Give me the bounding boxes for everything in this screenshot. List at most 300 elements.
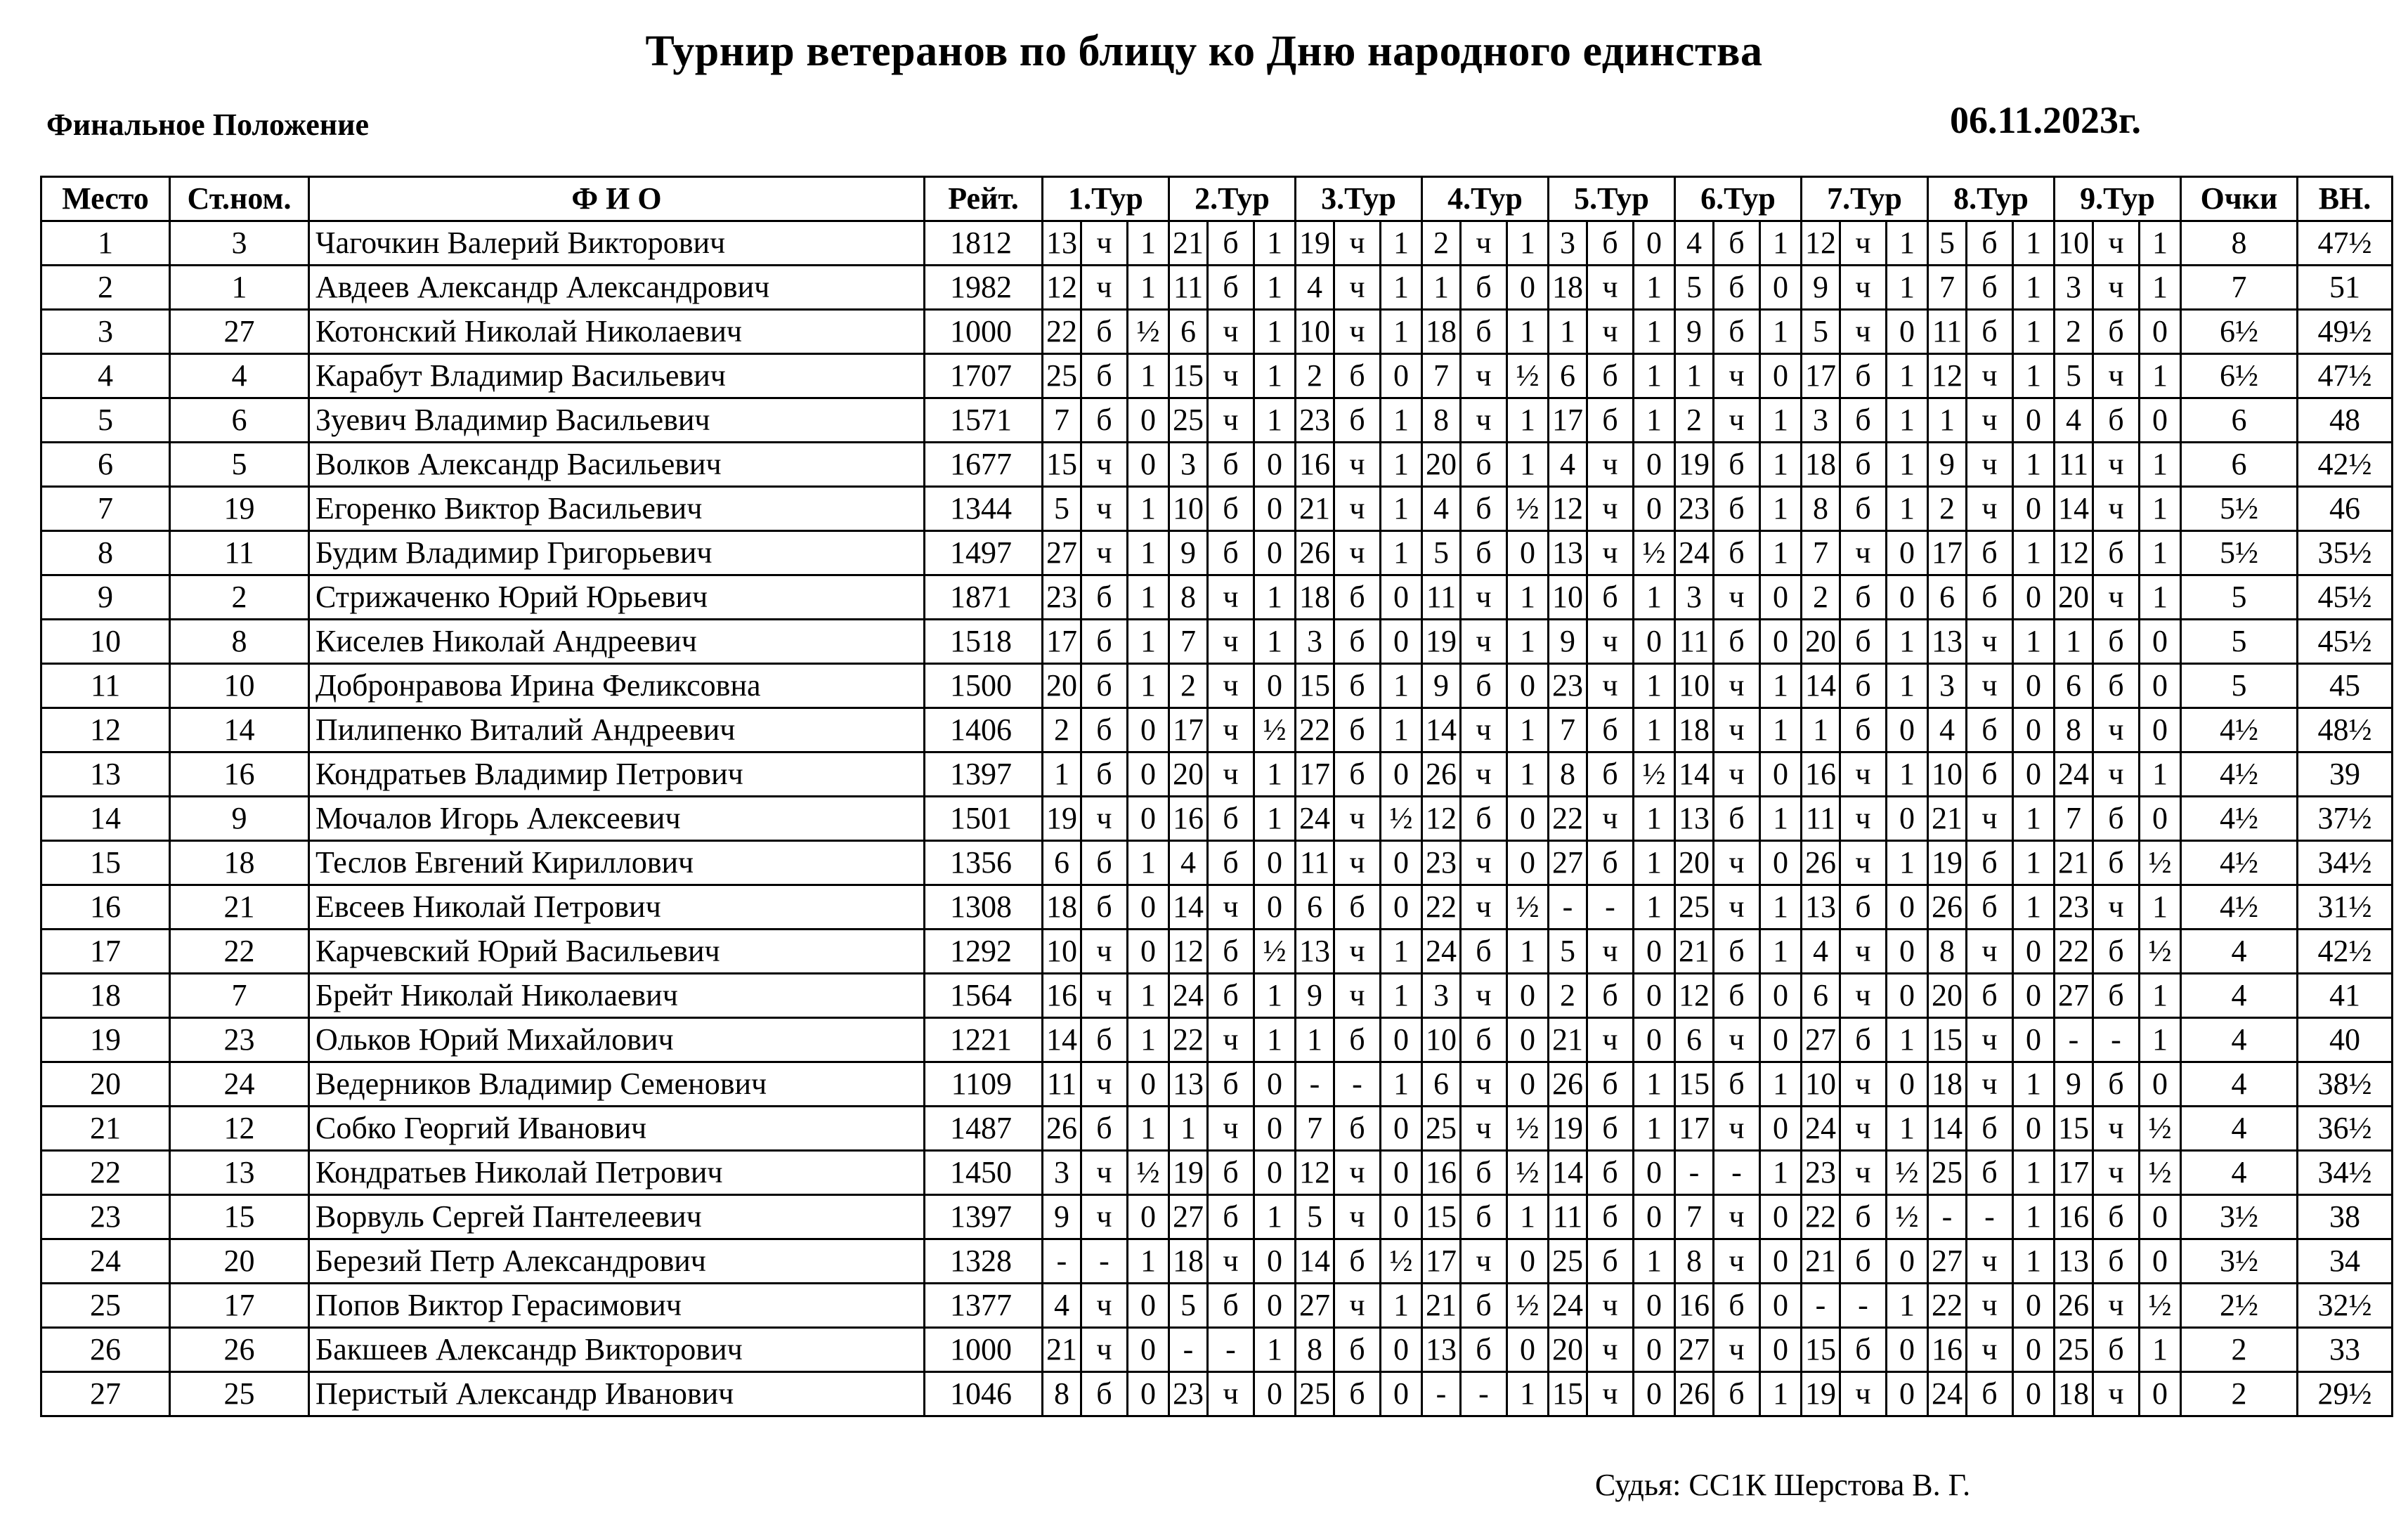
round-7-color-cell: ч — [1840, 974, 1887, 1018]
start-number-cell: 6 — [170, 398, 309, 443]
round-4-result-cell: ½ — [1507, 885, 1549, 930]
round-5-opponent-cell: 21 — [1549, 1018, 1587, 1062]
round-6-opponent-cell: 7 — [1675, 1195, 1714, 1239]
round-2-result-cell: 0 — [1254, 1062, 1296, 1107]
round-3-result-cell: 0 — [1381, 1328, 1422, 1372]
round-9-color-cell: ч — [2093, 575, 2140, 620]
start-number-cell: 21 — [170, 885, 309, 930]
round-2-color-cell: ч — [1208, 885, 1254, 930]
round-3-color-cell: - — [1334, 1062, 1381, 1107]
round-5-opponent-cell: 27 — [1549, 841, 1587, 885]
round-9-color-cell: ч — [2093, 1107, 2140, 1151]
round-7-result-cell: 1 — [1887, 266, 1928, 310]
round-5-color-cell: б — [1587, 1151, 1634, 1195]
table-row — [41, 266, 2393, 310]
round-2-opponent-cell: 18 — [1169, 1239, 1208, 1284]
start-number-cell: 14 — [170, 708, 309, 752]
round-6-opponent-cell: 14 — [1675, 752, 1714, 797]
start-number-cell: 25 — [170, 1372, 309, 1416]
round-3-opponent-cell: 2 — [1296, 354, 1334, 398]
table-row — [41, 1328, 2393, 1372]
tiebreak-cell: 45 — [2298, 664, 2393, 708]
start-number-cell: 22 — [170, 930, 309, 974]
round-6-result-cell: 0 — [1760, 620, 1802, 664]
header-start-number: Ст.ном. — [170, 177, 309, 221]
round-9-color-cell: б — [2093, 930, 2140, 974]
round-5-result-cell: 1 — [1634, 885, 1675, 930]
round-3-result-cell: 1 — [1381, 310, 1422, 354]
round-2-opponent-cell: 4 — [1169, 841, 1208, 885]
table-row — [41, 1239, 2393, 1284]
player-name-cell: Собко Георгий Иванович — [309, 1107, 925, 1151]
round-8-result-cell: 0 — [2013, 1284, 2055, 1328]
round-7-color-cell: ч — [1840, 841, 1887, 885]
round-9-opponent-cell: 11 — [2055, 443, 2093, 487]
round-4-color-cell: ч — [1461, 620, 1507, 664]
round-1-result-cell: 0 — [1128, 1372, 1169, 1416]
round-2-opponent-cell: 20 — [1169, 752, 1208, 797]
round-3-color-cell: ч — [1334, 310, 1381, 354]
round-8-result-cell: 1 — [2013, 310, 2055, 354]
round-2-result-cell: 1 — [1254, 752, 1296, 797]
round-7-opponent-cell: 21 — [1802, 1239, 1840, 1284]
round-4-result-cell: 0 — [1507, 266, 1549, 310]
round-8-result-cell: 1 — [2013, 1195, 2055, 1239]
rating-cell: 1677 — [925, 443, 1043, 487]
rating-cell: 1377 — [925, 1284, 1043, 1328]
round-2-color-cell: б — [1208, 1195, 1254, 1239]
round-6-result-cell: 1 — [1760, 885, 1802, 930]
start-number-cell: 20 — [170, 1239, 309, 1284]
round-7-color-cell: б — [1840, 1239, 1887, 1284]
round-9-color-cell: ч — [2093, 354, 2140, 398]
round-3-opponent-cell: 14 — [1296, 1239, 1334, 1284]
table-row — [41, 1018, 2393, 1062]
standings-table — [40, 176, 2393, 1417]
place-cell: 12 — [41, 708, 170, 752]
round-6-color-cell: б — [1714, 487, 1760, 531]
header-round-1: 1.Тур — [1043, 177, 1169, 221]
round-5-color-cell: ч — [1587, 620, 1634, 664]
round-5-color-cell: б — [1587, 398, 1634, 443]
round-2-opponent-cell: 25 — [1169, 398, 1208, 443]
round-2-color-cell: б — [1208, 487, 1254, 531]
tiebreak-cell: 42½ — [2298, 930, 2393, 974]
round-4-color-cell: б — [1461, 1195, 1507, 1239]
round-9-result-cell: 0 — [2140, 708, 2181, 752]
round-8-color-cell: б — [1967, 221, 2013, 266]
round-6-color-cell: ч — [1714, 1018, 1760, 1062]
round-4-color-cell: б — [1461, 1328, 1507, 1372]
round-8-result-cell: 1 — [2013, 885, 2055, 930]
round-6-result-cell: 0 — [1760, 1328, 1802, 1372]
round-8-opponent-cell: 12 — [1928, 354, 1967, 398]
round-8-result-cell: 0 — [2013, 664, 2055, 708]
round-7-color-cell: б — [1840, 575, 1887, 620]
round-1-result-cell: 0 — [1128, 797, 1169, 841]
round-8-opponent-cell: 21 — [1928, 797, 1967, 841]
round-1-color-cell: ч — [1081, 1062, 1128, 1107]
round-1-result-cell: 0 — [1128, 1328, 1169, 1372]
round-6-result-cell: 1 — [1760, 930, 1802, 974]
player-name-cell: Кондратьев Владимир Петрович — [309, 752, 925, 797]
round-5-opponent-cell: 3 — [1549, 221, 1587, 266]
round-7-color-cell: б — [1840, 885, 1887, 930]
judge-signature-line: Судья: СС1К Шерстова В. Г. — [1595, 1468, 1971, 1502]
round-7-color-cell: ч — [1840, 266, 1887, 310]
round-7-result-cell: 0 — [1887, 885, 1928, 930]
round-5-color-cell: ч — [1587, 487, 1634, 531]
round-5-color-cell: б — [1587, 1195, 1634, 1239]
round-9-result-cell: 1 — [2140, 575, 2181, 620]
round-5-color-cell: ч — [1587, 1328, 1634, 1372]
player-name-cell: Ольков Юрий Михайлович — [309, 1018, 925, 1062]
round-4-result-cell: 0 — [1507, 664, 1549, 708]
rating-cell: 1500 — [925, 664, 1043, 708]
round-2-opponent-cell: 16 — [1169, 797, 1208, 841]
round-4-result-cell: 0 — [1507, 974, 1549, 1018]
round-4-opponent-cell: 11 — [1422, 575, 1461, 620]
round-7-opponent-cell: 12 — [1802, 221, 1840, 266]
round-2-opponent-cell: 9 — [1169, 531, 1208, 575]
round-4-opponent-cell: 16 — [1422, 1151, 1461, 1195]
round-2-opponent-cell: 8 — [1169, 575, 1208, 620]
round-7-result-cell: 0 — [1887, 531, 1928, 575]
round-3-color-cell: б — [1334, 664, 1381, 708]
round-4-opponent-cell: 14 — [1422, 708, 1461, 752]
round-4-color-cell: ч — [1461, 708, 1507, 752]
round-9-result-cell: 0 — [2140, 310, 2181, 354]
round-5-color-cell: б — [1587, 1239, 1634, 1284]
round-4-color-cell: ч — [1461, 398, 1507, 443]
round-2-result-cell: 0 — [1254, 531, 1296, 575]
round-5-result-cell: 0 — [1634, 487, 1675, 531]
rating-cell: 1564 — [925, 974, 1043, 1018]
round-6-result-cell: 0 — [1760, 752, 1802, 797]
round-6-result-cell: 0 — [1760, 974, 1802, 1018]
round-1-result-cell: 1 — [1128, 266, 1169, 310]
round-5-result-cell: 1 — [1634, 1062, 1675, 1107]
round-6-result-cell: 1 — [1760, 708, 1802, 752]
round-3-opponent-cell: 8 — [1296, 1328, 1334, 1372]
round-3-result-cell: 0 — [1381, 575, 1422, 620]
round-3-result-cell: ½ — [1381, 1239, 1422, 1284]
points-cell: 5½ — [2181, 487, 2298, 531]
round-2-opponent-cell: 12 — [1169, 930, 1208, 974]
tournament-date: 06.11.2023г. — [1950, 99, 2141, 141]
start-number-cell: 15 — [170, 1195, 309, 1239]
round-8-result-cell: 1 — [2013, 1151, 2055, 1195]
player-name-cell: Попов Виктор Герасимович — [309, 1284, 925, 1328]
round-2-opponent-cell: 22 — [1169, 1018, 1208, 1062]
round-2-result-cell: ½ — [1254, 930, 1296, 974]
round-5-result-cell: 0 — [1634, 620, 1675, 664]
round-1-opponent-cell: 1 — [1043, 752, 1081, 797]
round-8-result-cell: 1 — [2013, 1239, 2055, 1284]
round-2-color-cell: ч — [1208, 1239, 1254, 1284]
round-7-opponent-cell: 15 — [1802, 1328, 1840, 1372]
round-3-color-cell: б — [1334, 398, 1381, 443]
points-cell: 4 — [2181, 930, 2298, 974]
round-8-opponent-cell: 15 — [1928, 1018, 1967, 1062]
round-7-color-cell: б — [1840, 1328, 1887, 1372]
table-row — [41, 974, 2393, 1018]
round-3-opponent-cell: 21 — [1296, 487, 1334, 531]
round-4-opponent-cell: 17 — [1422, 1239, 1461, 1284]
round-2-result-cell: 1 — [1254, 266, 1296, 310]
round-5-result-cell: 0 — [1634, 1018, 1675, 1062]
round-7-result-cell: 1 — [1887, 841, 1928, 885]
start-number-cell: 19 — [170, 487, 309, 531]
round-1-color-cell: б — [1081, 1372, 1128, 1416]
round-1-opponent-cell: 20 — [1043, 664, 1081, 708]
round-1-result-cell: 0 — [1128, 885, 1169, 930]
round-3-result-cell: 0 — [1381, 620, 1422, 664]
round-2-opponent-cell: 10 — [1169, 487, 1208, 531]
round-6-opponent-cell: 19 — [1675, 443, 1714, 487]
round-1-opponent-cell: - — [1043, 1239, 1081, 1284]
round-4-opponent-cell: 7 — [1422, 354, 1461, 398]
round-8-opponent-cell: 8 — [1928, 930, 1967, 974]
round-9-result-cell: 1 — [2140, 487, 2181, 531]
round-6-opponent-cell: 2 — [1675, 398, 1714, 443]
round-7-color-cell: ч — [1840, 797, 1887, 841]
round-9-opponent-cell: 25 — [2055, 1328, 2093, 1372]
round-3-color-cell: б — [1334, 1018, 1381, 1062]
round-6-opponent-cell: 8 — [1675, 1239, 1714, 1284]
rating-cell: 1406 — [925, 708, 1043, 752]
table-row — [41, 841, 2393, 885]
round-7-result-cell: 0 — [1887, 1328, 1928, 1372]
round-5-color-cell: б — [1587, 354, 1634, 398]
place-cell: 20 — [41, 1062, 170, 1107]
round-4-color-cell: б — [1461, 487, 1507, 531]
round-4-result-cell: 0 — [1507, 531, 1549, 575]
tiebreak-cell: 46 — [2298, 487, 2393, 531]
place-cell: 10 — [41, 620, 170, 664]
round-7-result-cell: 0 — [1887, 930, 1928, 974]
round-8-color-cell: б — [1967, 974, 2013, 1018]
round-9-opponent-cell: 4 — [2055, 398, 2093, 443]
table-row — [41, 620, 2393, 664]
round-6-opponent-cell: 11 — [1675, 620, 1714, 664]
round-5-color-cell: б — [1587, 752, 1634, 797]
round-6-result-cell: 0 — [1760, 354, 1802, 398]
round-9-opponent-cell: 26 — [2055, 1284, 2093, 1328]
round-9-result-cell: 0 — [2140, 398, 2181, 443]
start-number-cell: 17 — [170, 1284, 309, 1328]
round-3-result-cell: ½ — [1381, 797, 1422, 841]
round-5-result-cell: 1 — [1634, 575, 1675, 620]
round-5-opponent-cell: 24 — [1549, 1284, 1587, 1328]
points-cell: 5 — [2181, 575, 2298, 620]
round-7-color-cell: б — [1840, 398, 1887, 443]
round-6-color-cell: б — [1714, 1372, 1760, 1416]
round-6-opponent-cell: 23 — [1675, 487, 1714, 531]
round-9-result-cell: 1 — [2140, 974, 2181, 1018]
round-5-color-cell: - — [1587, 885, 1634, 930]
round-4-color-cell: б — [1461, 443, 1507, 487]
round-1-opponent-cell: 11 — [1043, 1062, 1081, 1107]
round-1-color-cell: ч — [1081, 487, 1128, 531]
round-2-result-cell: ½ — [1254, 708, 1296, 752]
round-3-result-cell: 0 — [1381, 1107, 1422, 1151]
round-3-result-cell: 0 — [1381, 354, 1422, 398]
round-1-opponent-cell: 2 — [1043, 708, 1081, 752]
round-2-result-cell: 1 — [1254, 1195, 1296, 1239]
round-5-result-cell: 0 — [1634, 443, 1675, 487]
round-6-opponent-cell: 26 — [1675, 1372, 1714, 1416]
round-3-color-cell: ч — [1334, 797, 1381, 841]
player-name-cell: Теслов Евгений Кириллович — [309, 841, 925, 885]
round-9-opponent-cell: 23 — [2055, 885, 2093, 930]
round-4-color-cell: б — [1461, 797, 1507, 841]
round-6-color-cell: б — [1714, 443, 1760, 487]
points-cell: 3½ — [2181, 1195, 2298, 1239]
round-5-color-cell: б — [1587, 1107, 1634, 1151]
round-3-color-cell: ч — [1334, 266, 1381, 310]
rating-cell: 1000 — [925, 1328, 1043, 1372]
round-2-color-cell: ч — [1208, 1107, 1254, 1151]
table-row — [41, 487, 2393, 531]
rating-cell: 1571 — [925, 398, 1043, 443]
round-2-opponent-cell: 24 — [1169, 974, 1208, 1018]
points-cell: 7 — [2181, 266, 2298, 310]
round-9-color-cell: ч — [2093, 885, 2140, 930]
table-row — [41, 1151, 2393, 1195]
round-7-result-cell: 1 — [1887, 354, 1928, 398]
round-7-opponent-cell: 3 — [1802, 398, 1840, 443]
table-row — [41, 885, 2393, 930]
round-8-color-cell: ч — [1967, 1328, 2013, 1372]
place-cell: 8 — [41, 531, 170, 575]
header-round-6: 6.Тур — [1675, 177, 1802, 221]
round-4-result-cell: 0 — [1507, 1062, 1549, 1107]
round-8-color-cell: б — [1967, 1107, 2013, 1151]
round-1-opponent-cell: 14 — [1043, 1018, 1081, 1062]
round-6-color-cell: ч — [1714, 1239, 1760, 1284]
place-cell: 5 — [41, 398, 170, 443]
round-3-opponent-cell: 19 — [1296, 221, 1334, 266]
round-7-opponent-cell: 10 — [1802, 1062, 1840, 1107]
round-5-result-cell: 1 — [1634, 1239, 1675, 1284]
round-1-color-cell: ч — [1081, 797, 1128, 841]
round-9-color-cell: ч — [2093, 221, 2140, 266]
round-3-opponent-cell: 11 — [1296, 841, 1334, 885]
round-6-color-cell: ч — [1714, 664, 1760, 708]
round-1-result-cell: 1 — [1128, 620, 1169, 664]
round-7-opponent-cell: 8 — [1802, 487, 1840, 531]
round-7-color-cell: ч — [1840, 310, 1887, 354]
tiebreak-cell: 37½ — [2298, 797, 2393, 841]
round-5-color-cell: ч — [1587, 1284, 1634, 1328]
place-cell: 17 — [41, 930, 170, 974]
round-8-color-cell: ч — [1967, 487, 2013, 531]
header-round-2: 2.Тур — [1169, 177, 1296, 221]
round-8-result-cell: 1 — [2013, 1062, 2055, 1107]
rating-cell: 1221 — [925, 1018, 1043, 1062]
round-6-color-cell: ч — [1714, 575, 1760, 620]
round-1-color-cell: ч — [1081, 443, 1128, 487]
round-1-color-cell: ч — [1081, 1195, 1128, 1239]
header-place: Место — [41, 177, 170, 221]
round-9-result-cell: 1 — [2140, 221, 2181, 266]
tiebreak-cell: 32½ — [2298, 1284, 2393, 1328]
round-8-result-cell: 0 — [2013, 974, 2055, 1018]
round-9-color-cell: б — [2093, 1328, 2140, 1372]
round-9-result-cell: 0 — [2140, 1062, 2181, 1107]
round-8-color-cell: б — [1967, 1372, 2013, 1416]
start-number-cell: 2 — [170, 575, 309, 620]
round-4-result-cell: 0 — [1507, 1239, 1549, 1284]
points-cell: 4 — [2181, 1018, 2298, 1062]
round-4-result-cell: 1 — [1507, 398, 1549, 443]
round-7-result-cell: 1 — [1887, 221, 1928, 266]
tiebreak-cell: 38½ — [2298, 1062, 2393, 1107]
round-5-opponent-cell: 2 — [1549, 974, 1587, 1018]
round-7-result-cell: 0 — [1887, 1062, 1928, 1107]
round-1-result-cell: 1 — [1128, 221, 1169, 266]
round-6-result-cell: 1 — [1760, 487, 1802, 531]
header-round-5: 5.Тур — [1549, 177, 1675, 221]
tiebreak-cell: 45½ — [2298, 575, 2393, 620]
round-9-color-cell: б — [2093, 620, 2140, 664]
round-8-color-cell: ч — [1967, 620, 2013, 664]
round-8-opponent-cell: 27 — [1928, 1239, 1967, 1284]
round-8-result-cell: 1 — [2013, 531, 2055, 575]
round-7-opponent-cell: 9 — [1802, 266, 1840, 310]
round-4-color-cell: ч — [1461, 1107, 1507, 1151]
points-cell: 4½ — [2181, 797, 2298, 841]
round-9-opponent-cell: 21 — [2055, 841, 2093, 885]
table-row — [41, 1195, 2393, 1239]
tiebreak-cell: 40 — [2298, 1018, 2393, 1062]
round-3-result-cell: 0 — [1381, 885, 1422, 930]
round-8-opponent-cell: 4 — [1928, 708, 1967, 752]
round-2-opponent-cell: 21 — [1169, 221, 1208, 266]
round-4-result-cell: 1 — [1507, 443, 1549, 487]
round-6-color-cell: б — [1714, 221, 1760, 266]
round-9-color-cell: ч — [2093, 266, 2140, 310]
round-3-color-cell: ч — [1334, 487, 1381, 531]
round-8-result-cell: 1 — [2013, 354, 2055, 398]
round-9-result-cell: 1 — [2140, 885, 2181, 930]
round-3-opponent-cell: 26 — [1296, 531, 1334, 575]
round-3-color-cell: б — [1334, 1372, 1381, 1416]
round-3-color-cell: б — [1334, 354, 1381, 398]
round-5-opponent-cell: 8 — [1549, 752, 1587, 797]
table-row — [41, 354, 2393, 398]
round-2-color-cell: ч — [1208, 354, 1254, 398]
round-6-opponent-cell: 10 — [1675, 664, 1714, 708]
table-row — [41, 1062, 2393, 1107]
start-number-cell: 10 — [170, 664, 309, 708]
points-cell: 4 — [2181, 1062, 2298, 1107]
table-row — [41, 664, 2393, 708]
round-8-color-cell: б — [1967, 885, 2013, 930]
rating-cell: 1000 — [925, 310, 1043, 354]
points-cell: 6½ — [2181, 310, 2298, 354]
round-1-color-cell: ч — [1081, 930, 1128, 974]
round-7-result-cell: 1 — [1887, 620, 1928, 664]
round-7-result-cell: 1 — [1887, 1284, 1928, 1328]
table-row — [41, 575, 2393, 620]
rating-cell: 1046 — [925, 1372, 1043, 1416]
round-3-result-cell: 1 — [1381, 930, 1422, 974]
tiebreak-cell: 49½ — [2298, 310, 2393, 354]
rating-cell: 1344 — [925, 487, 1043, 531]
round-2-opponent-cell: 13 — [1169, 1062, 1208, 1107]
